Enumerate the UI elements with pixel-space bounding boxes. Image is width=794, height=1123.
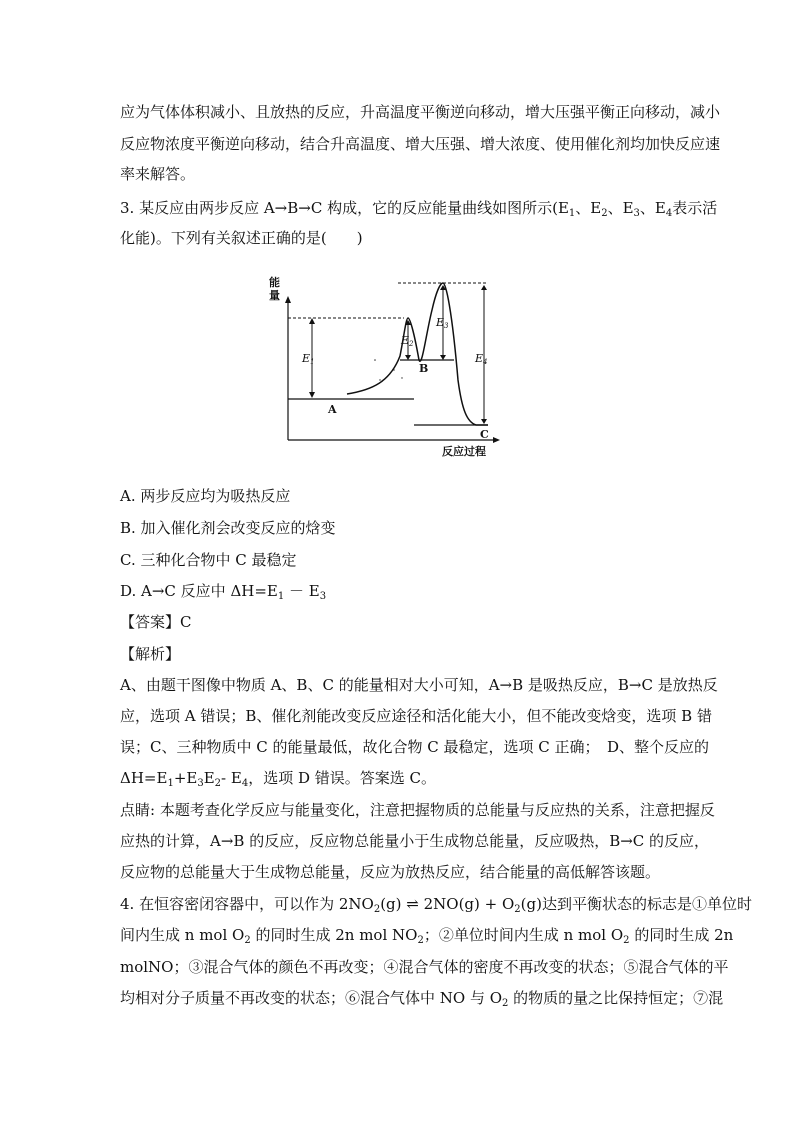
- x-axis-arrow: [493, 437, 500, 443]
- e4-arrow-bottom: [481, 419, 487, 424]
- e3-label: E3: [436, 316, 449, 330]
- dot: [374, 359, 376, 361]
- reaction-curve: [347, 283, 488, 425]
- comment-line: 应热的计算，A→B 的反应，反应物总能量小于生成物总能量，反应吸热，B→C 的反应，: [120, 832, 710, 850]
- analysis-title: 【解析】: [120, 645, 181, 663]
- species-A-label: A: [328, 403, 337, 416]
- paragraph-line: 率来解答。: [120, 165, 196, 183]
- analysis-line: $\Delta H=E_1+E_3E_2-$ $E_4$，选项 D 错误。答案选 C。: [120, 769, 437, 789]
- e1-arrow-top: [309, 318, 315, 324]
- option-d: D. A→C 反应中 $\Delta H=E_1 - E_3$: [120, 582, 327, 602]
- option-a: A. 两步反应均为吸热反应: [120, 487, 291, 505]
- e4-label: E4: [475, 352, 488, 366]
- analysis-line: A、由题干图像中物质 A、B、C 的能量相对大小可知，A→B 是吸热反应，B→C 是放热反: [120, 676, 718, 694]
- analysis-line: 误；C、三种物质中 C 的能量最低，故化合物 C 最稳定，选项 C 正确； D、整个反应的: [120, 738, 710, 756]
- dot: [401, 377, 402, 378]
- e2-arrow-bottom: [405, 355, 411, 360]
- analysis-line: 应，选项 A 错误；B、催化剂能改变反应途径和活化能大小，但不能改变焓变，选项 B 错: [120, 707, 712, 725]
- y-axis-label-1: 能: [269, 276, 280, 289]
- question-4-line: molNO；③混合气体的颜色不再改变；④混合气体的密度不再改变的状态；⑤混合气体的平: [120, 958, 729, 976]
- comment-line: 反应物的总能量大于生成物总能量，反应为放热反应，结合能量的高低解答该题。: [120, 863, 661, 881]
- question-4-line: 间内生成 n mol $O_2$ 的同时生成 2n mol $NO_2$；②单位时间内生成 n mol $O_2$ 的同时生成 2n: [120, 926, 734, 946]
- dot: [379, 379, 380, 380]
- e1-arrow-bottom: [309, 392, 315, 398]
- paragraph-line: 应为气体体积减小、且放热的反应，升高温度平衡逆向移动，增大压强平衡正向移动，减小: [120, 103, 721, 121]
- option-c: C. 三种化合物中 C 最稳定: [120, 551, 297, 569]
- y-axis-arrow: [285, 296, 291, 303]
- question-3-stem-line2: 化能)。下列有关叙述正确的是( ): [120, 229, 363, 247]
- e3-arrow-bottom: [440, 355, 446, 360]
- question-4-line: 4. 在恒容密闭容器中，可以作为 $2NO_2(g)$ ⇌ $2NO(g) + O_2(g)$达到平衡状态的标志是①单位时: [120, 895, 752, 915]
- answer: 【答案】C: [120, 613, 192, 631]
- y-axis-label-2: 量: [269, 289, 280, 302]
- comment-line: 点睛: 本题考查化学反应与能量变化，注意把握物质的总能量与反应热的关系，注意把握反: [120, 801, 715, 819]
- question-3-stem: 3. 某反应由两步反应 A→B→C 构成，它的反应能量曲线如图所示($E_1$、$E_2$、$E_3$、$E_4$表示活: [120, 199, 718, 219]
- paragraph-line: 反应物浓度平衡逆向移动，结合升高温度、增大压强、增大浓度、使用催化剂均加快反应速: [120, 135, 721, 153]
- dot: [393, 369, 394, 370]
- x-axis-label: 反应过程: [442, 445, 486, 458]
- e4-arrow-top: [481, 285, 487, 290]
- species-C-label: C: [480, 428, 489, 441]
- species-B-label: B: [419, 362, 429, 375]
- energy-diagram: [262, 270, 502, 460]
- question-4-line: 均相对分子质量不再改变的状态；⑥混合气体中 NO 与 $O_2$ 的物质的量之比保持恒定；⑦混: [120, 989, 724, 1009]
- e2-label: E2: [401, 334, 414, 348]
- e1-label: E1: [302, 352, 315, 366]
- option-b: B. 加入催化剂会改变反应的焓变: [120, 519, 336, 537]
